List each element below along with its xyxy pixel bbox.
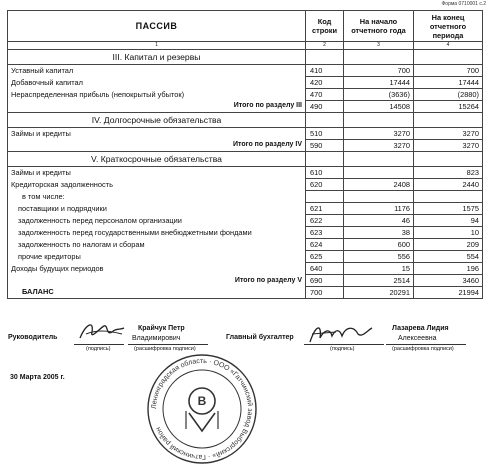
header-code: Код строки [306,11,344,42]
row-end: 1575 [414,203,483,215]
row-name: задолженность по налогам и сборам [8,239,306,251]
row-code: 620 [306,179,344,191]
row-name: Кредиторская задолженность [8,179,306,191]
table-header-row [8,11,483,42]
section-title: V. Краткосрочные обязательства [8,152,306,167]
row-end: 15264 [414,101,483,113]
row-code: 420 [306,77,344,89]
colnum-3: 3 [344,42,414,50]
row-code: 624 [306,239,344,251]
table-row [8,239,483,251]
colnum-4: 4 [414,42,483,50]
row-end: 3270 [414,140,483,152]
accountant-signature-icon [306,320,376,346]
row-start: 14508 [344,101,414,113]
row-name: в том числе: [8,191,306,203]
row-end: 700 [414,65,483,77]
row-start: 17444 [344,77,414,89]
accountant-decode-hint: (расшифровка подписи) [392,346,454,352]
row-code: 623 [306,227,344,239]
row-end: 3460 [414,275,483,287]
row-code: 700 [306,287,344,299]
row-end: 21994 [414,287,483,299]
svg-text:Ленинградская область · ООО «Г [151,358,254,460]
row-name: Доходы будущих периодов [8,263,306,275]
colnum-2: 2 [306,42,344,50]
accountant-sign-hint: (подпись) [330,346,355,352]
row-code: 690 [306,275,344,287]
table-row [8,191,483,203]
row-end: 17444 [414,77,483,89]
head-name-first: Крайчук Петр [138,325,185,332]
row-code: 410 [306,65,344,77]
row-end: 823 [414,167,483,179]
row-end: 196 [414,263,483,275]
row-start: 556 [344,251,414,263]
header-start: На начало отчетного года [344,11,414,42]
row-code [306,191,344,203]
row-name: поставщики и подрядчики [8,203,306,215]
section-title: III. Капитал и резервы [8,50,306,65]
row-start: 2408 [344,179,414,191]
balance-table [7,10,483,299]
row-code: 590 [306,140,344,152]
accountant-name-second: Алексеевна [398,335,437,342]
row-start: 700 [344,65,414,77]
row-name: Займы и кредиты [8,167,306,179]
form-code: Форма 0710001 с.2 [441,1,486,7]
table-row [8,128,483,140]
row-code: 640 [306,263,344,275]
row-code: 610 [306,167,344,179]
row-end: 554 [414,251,483,263]
report-date: 30 Марта 2005 г. [10,374,65,381]
colnum-1: 1 [8,42,306,50]
table-row-balance [8,287,483,299]
row-end: 3270 [414,128,483,140]
table-row [8,263,483,275]
section-title: IV. Долгосрочные обязательства [8,113,306,128]
row-name: Добавочный капитал [8,77,306,89]
section-5-heading [8,152,483,167]
row-end: 209 [414,239,483,251]
column-number-row [8,42,483,50]
row-name: задолженность перед персоналом организации [8,215,306,227]
row-start: 3270 [344,140,414,152]
table-row [8,227,483,239]
row-start: 2514 [344,275,414,287]
accountant-label: Главный бухгалтер [226,334,294,341]
row-name: Займы и кредиты [8,128,306,140]
head-decode-hint: (расшифровка подписи) [134,346,196,352]
head-label: Руководитель [8,334,58,341]
row-end [414,191,483,203]
row-name: задолженность перед государственными внебюджетными фондами [8,227,306,239]
table-row [8,65,483,77]
section-4-heading [8,113,483,128]
row-code: 510 [306,128,344,140]
row-name: прочие кредиторы [8,251,306,263]
row-code: 470 [306,89,344,101]
row-code: 625 [306,251,344,263]
row-code: 490 [306,101,344,113]
table-row-total [8,275,483,287]
section-3-heading [8,50,483,65]
row-start: 15 [344,263,414,275]
table-row [8,179,483,191]
row-start [344,167,414,179]
row-start: 20291 [344,287,414,299]
table-row [8,89,483,101]
row-name: Итого по разделу V [8,275,306,287]
row-end: 94 [414,215,483,227]
row-code: 621 [306,203,344,215]
row-name: Уставный капитал [8,65,306,77]
table-row [8,167,483,179]
row-name: Итого по разделу IV [8,140,306,152]
header-end: На конец отчетного периода [414,11,483,42]
row-end: 10 [414,227,483,239]
accountant-name-first: Лазарева Лидия [392,325,449,332]
head-sign-hint: (подпись) [86,346,111,352]
company-seal-icon [142,353,262,465]
row-start: 46 [344,215,414,227]
row-start: (3636) [344,89,414,101]
row-end: (2880) [414,89,483,101]
seal-text: Ленинградская область · ООО «Гатчинский завод Выборгский» · Гатчинский район [150,357,254,461]
table-row-total [8,101,483,113]
row-name: Итого по разделу III [8,101,306,113]
table-row [8,77,483,89]
seal-center-letter: В [197,394,207,408]
row-start: 1176 [344,203,414,215]
head-name-second: Владимирович [132,335,181,342]
table-row-total [8,140,483,152]
row-start: 38 [344,227,414,239]
row-name: Нераспределенная прибыль (непокрытый убыток) [8,89,306,101]
table-row [8,203,483,215]
row-name: БАЛАНС [8,287,306,299]
row-start: 3270 [344,128,414,140]
header-passive: ПАССИВ [8,11,306,42]
table-row [8,251,483,263]
head-signature-icon [76,318,128,344]
row-end: 2440 [414,179,483,191]
row-start: 600 [344,239,414,251]
table-row [8,215,483,227]
row-start [344,191,414,203]
row-code: 622 [306,215,344,227]
